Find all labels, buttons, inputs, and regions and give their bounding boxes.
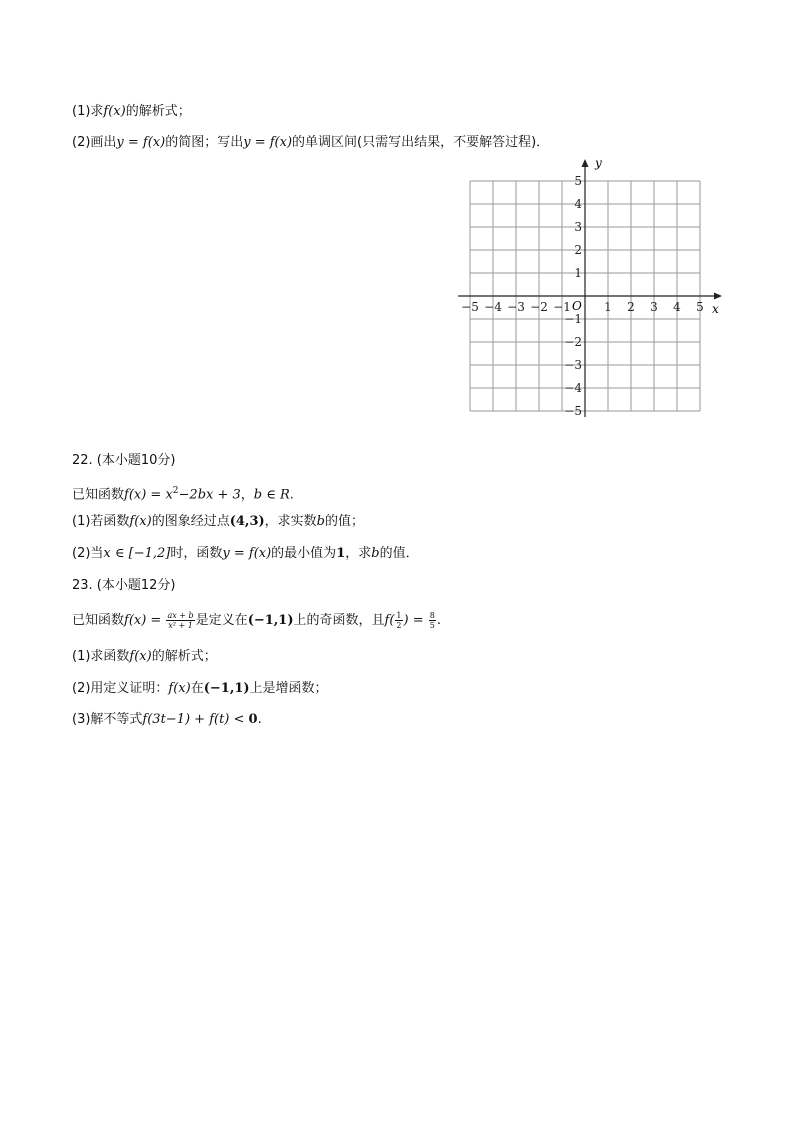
math: b ∈ R: [253, 487, 290, 503]
math: −2bx + 3: [178, 487, 241, 503]
x-tick-label: −4: [484, 300, 502, 314]
text: 的最小值为: [271, 546, 337, 561]
math: f(: [384, 613, 395, 628]
x-tick-label: −1: [553, 300, 571, 314]
text: 的解析式；: [151, 649, 217, 664]
math-fx: f(x): [103, 104, 126, 119]
q22-part2: [72, 545, 419, 563]
text: 的图象经过点: [151, 514, 230, 529]
x-tick-label: −3: [507, 300, 525, 314]
y-tick-label: −3: [564, 358, 582, 372]
text: 已知函数: [72, 487, 125, 503]
y-tick-label: −4: [564, 381, 582, 395]
x-axis-arrow: [714, 293, 722, 300]
text: 的值．: [379, 546, 419, 561]
math: f(x) =: [124, 613, 162, 628]
math-exponent: 2: [172, 486, 179, 496]
x-tick-label: −2: [530, 300, 548, 314]
y-tick-label: 2: [574, 243, 582, 257]
math: f(x): [168, 681, 191, 696]
y-tick-label: 4: [574, 197, 582, 211]
math: f(3t−1) + f(t) <: [142, 712, 249, 727]
q22-header: 22. (本小题10分): [72, 453, 176, 468]
q23-given: [72, 610, 441, 632]
math: (−1,1): [203, 681, 250, 696]
q23-part1: [72, 648, 217, 666]
text: 上是增函数；: [249, 681, 328, 696]
text: 时，函数: [170, 546, 223, 561]
q22-given: [72, 482, 294, 504]
math: f(x): [129, 514, 152, 529]
fraction-numerator: 1: [396, 611, 402, 620]
fraction-denominator: 5: [429, 621, 435, 630]
text: ，求: [345, 546, 372, 561]
math: f(x): [129, 649, 152, 664]
origin-label: O: [572, 299, 582, 313]
fraction: [166, 611, 194, 630]
math: b: [316, 514, 325, 529]
fraction-denominator: 2: [396, 621, 402, 630]
text: .: [257, 712, 262, 727]
text: .: [436, 613, 441, 628]
coordinate-grid: [455, 150, 730, 425]
y-tick-label: −2: [564, 335, 582, 349]
text: ，求实数: [264, 514, 317, 529]
text: .: [289, 487, 294, 503]
q23-part2: [72, 680, 328, 698]
text: 的简图；写出: [165, 135, 244, 150]
math: 0: [248, 712, 258, 727]
x-tick-label: 1: [604, 300, 612, 314]
fraction: [429, 611, 436, 630]
text: (1)求: [72, 104, 104, 119]
q22-part1: [72, 513, 364, 531]
math-y-eq: y = f(x): [243, 135, 293, 150]
text: (2)画出: [72, 135, 117, 150]
y-tick-label: −1: [564, 312, 582, 326]
q21-part1: [72, 103, 191, 121]
y-tick-label: 5: [574, 174, 582, 188]
math: b: [371, 546, 380, 561]
math: ) =: [403, 613, 424, 628]
y-axis-label: y: [595, 156, 602, 170]
fraction-numerator: 8: [429, 611, 435, 620]
math-y-eq: y = f(x): [116, 135, 166, 150]
x-tick-label: 3: [650, 300, 658, 314]
q23-part3: [72, 711, 262, 729]
text: (1)求函数: [72, 649, 130, 664]
text: (1)若函数: [72, 514, 130, 529]
x-tick-label: −5: [461, 300, 479, 314]
math: y = f(x): [222, 546, 272, 561]
text: (2)用定义证明：: [72, 681, 169, 696]
math: (4,3): [229, 514, 265, 529]
x-tick-label: 5: [696, 300, 704, 314]
fraction-numerator: ax + b: [167, 611, 194, 620]
text: 上的奇函数，且: [293, 613, 385, 628]
fraction: [395, 611, 402, 630]
math: (−1,1): [247, 613, 294, 628]
text: 已知函数: [72, 613, 125, 628]
text: 的解析式；: [125, 104, 191, 119]
text: 的单调区间(只需写出结果，不要解答过程)．: [292, 135, 550, 150]
math: f(x) = x: [124, 487, 173, 503]
text: 是定义在: [195, 613, 248, 628]
text: ，: [240, 487, 254, 503]
fraction-denominator: x² + 1: [168, 621, 193, 630]
text: 的值；: [325, 514, 365, 529]
math: 1: [336, 546, 346, 561]
text: 在: [190, 681, 204, 696]
y-tick-label: 1: [574, 266, 582, 280]
x-axis-label: x: [712, 302, 719, 316]
y-tick-label: −5: [564, 404, 582, 418]
q23-header: 23. (本小题12分): [72, 578, 176, 593]
math: x ∈ [−1,2]: [103, 546, 171, 561]
text: (2)当: [72, 546, 104, 561]
x-tick-label: 2: [627, 300, 635, 314]
y-tick-label: 3: [574, 220, 582, 234]
y-axis-arrow: [582, 159, 589, 167]
x-tick-label: 4: [673, 300, 681, 314]
text: (3)解不等式: [72, 712, 143, 727]
